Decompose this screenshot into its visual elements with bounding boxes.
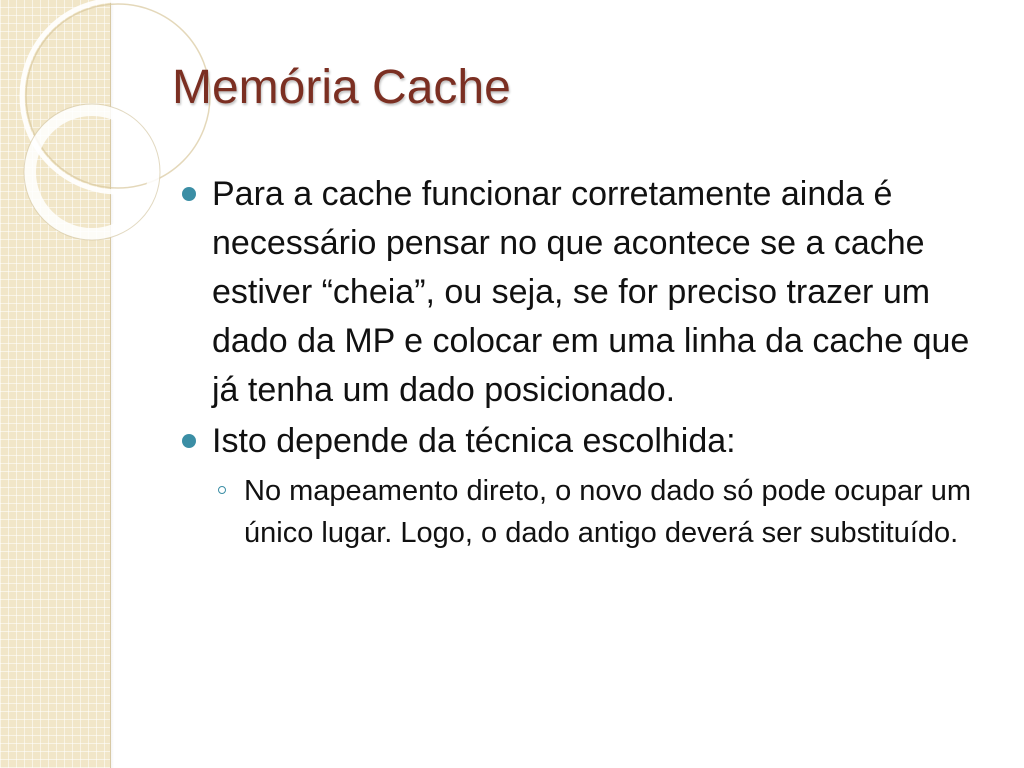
bullet-dot-icon <box>182 434 196 448</box>
slide-content <box>176 170 996 554</box>
bullet-item <box>176 170 996 415</box>
sub-bullet-text: No mapeamento direto, o novo dado só pode ocupar um único lugar. Logo, o dado antigo deverá ser substituído. <box>244 475 972 549</box>
bullet-text: Para a cache funcionar corretamente ainda é necessário pensar no que acontece se a cache estiver “cheia”, ou seja, se for preciso trazer um dado da MP e colocar em uma linha da cache que já tenha um dado posicionado. <box>212 175 970 409</box>
bullet-item <box>176 417 996 466</box>
sub-bullet-item <box>176 470 996 554</box>
bullet-text: Isto depende da técnica escolhida: <box>212 422 736 460</box>
sub-bullet-ring-icon <box>218 486 226 494</box>
decorative-circles <box>0 0 130 260</box>
bullet-dot-icon <box>182 187 196 201</box>
slide-title: Memória Cache <box>172 61 511 114</box>
decorative-circle-small <box>30 110 154 234</box>
